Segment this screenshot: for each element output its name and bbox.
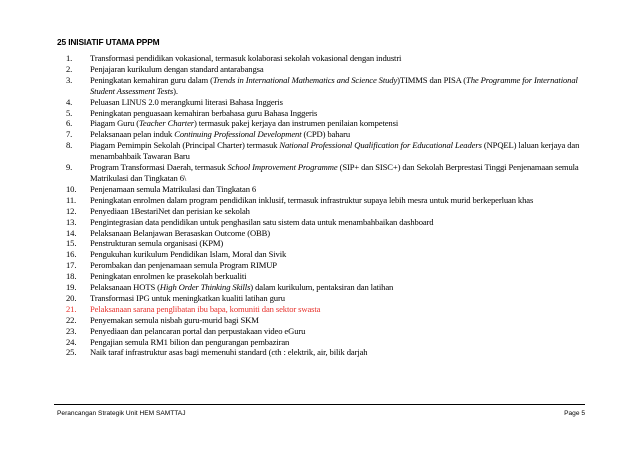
- item-number: 7.: [66, 129, 73, 140]
- item-text: Naik taraf infrastruktur asas bagi memenuhi standard (cth : elektrik, air, bilik darjah: [90, 347, 368, 358]
- item-text: (NPQEL) laluan kerjaya dan menambahbaik Tawaran Baru: [90, 140, 580, 162]
- item-text: Piagam Guru (: [90, 118, 140, 129]
- list-item-highlighted: [57, 304, 597, 315]
- item-italic-term: Trends in International Mathematics and Science Study: [212, 74, 398, 85]
- list-item: [57, 293, 597, 304]
- footer-divider: [54, 404, 585, 405]
- list-item: [57, 206, 597, 217]
- item-text: Penstrukturan semula organisasi (KPM): [90, 238, 224, 249]
- item-number: 5.: [66, 107, 73, 118]
- item-number: 3.: [66, 74, 73, 85]
- list-item: [57, 282, 597, 293]
- item-text: Penyediaan dan pelancaran portal dan perpustakaan video eGuru: [90, 325, 306, 336]
- list-item: [57, 53, 597, 64]
- item-text: )TIMMS dan PISA (: [397, 74, 467, 85]
- item-text: Peningkatan enrolmen dalam program pendidikan inklusif, termasuk infrastruktur supaya lebih mesra untuk murid berkeperluan khas: [90, 194, 534, 205]
- list-item: [57, 108, 597, 119]
- item-number: 12.: [66, 205, 77, 216]
- item-number: 24.: [66, 336, 77, 347]
- item-text: (CPD) baharu: [301, 129, 351, 140]
- item-text: Peningkatan kemahiran guru dalam (: [90, 74, 213, 85]
- list-item: [57, 326, 597, 337]
- item-number: 23.: [66, 325, 77, 336]
- list-item: [57, 64, 597, 75]
- item-text: Piagam Pemimpin Sekolah (Principal Charter) termasuk: [90, 140, 280, 151]
- item-number: 11.: [66, 194, 77, 205]
- footer-page-number: Page 5: [564, 410, 585, 417]
- item-number: 25.: [66, 347, 77, 358]
- item-number: 18.: [66, 271, 77, 282]
- item-text: Pelaksanaan pelan induk: [90, 129, 175, 140]
- item-text: Peningkatan penguasaan kemahiran berbahasa guru Bahasa Inggeris: [90, 107, 318, 118]
- item-number: 19.: [66, 282, 77, 293]
- list-item: [57, 337, 597, 348]
- item-text: Transformasi pendidikan vokasional, termasuk kolaborasi sekolah vokasional dengan industri: [90, 53, 402, 63]
- item-text: Peluasan LINUS 2.0 merangkumi literasi Bahasa Inggeris: [90, 96, 283, 107]
- item-number: 10.: [66, 183, 77, 194]
- item-text: Penjenamaan semula Matrikulasi dan Tingkatan 6: [90, 183, 257, 194]
- list-item: [57, 140, 597, 162]
- item-number: 13.: [66, 216, 77, 227]
- item-text: Program Transformasi Daerah, termasuk: [90, 162, 228, 173]
- list-item: [57, 271, 597, 282]
- list-item: [57, 195, 597, 206]
- list-item: [57, 75, 597, 97]
- item-text: Penjajaran kurikulum dengan standard antarabangsa: [90, 63, 264, 74]
- list-item: [57, 315, 597, 326]
- item-number: 8.: [66, 140, 73, 151]
- item-number: 15.: [66, 238, 77, 249]
- item-text: (SIP+ dan SISC+) dan Sekolah Berprestasi Tinggi Penjenamaan semula Matrikulasi dan Tingkatan 6\: [90, 162, 579, 183]
- item-text: Transformasi IPG untuk meningkatkan kualiti latihan guru: [90, 292, 285, 303]
- item-text: Pelaksanaan HOTS (: [90, 282, 160, 293]
- item-number: 2.: [66, 63, 73, 74]
- item-number: 1.: [66, 53, 73, 63]
- item-italic-term: High Order Thinking Skills: [159, 282, 251, 293]
- initiative-list: [57, 53, 597, 358]
- item-number: 9.: [66, 162, 73, 173]
- item-text: Pengintegrasian data pendidikan untuk penghasilan satu sistem data untuk menambahbaikan dashboard: [90, 216, 434, 227]
- item-text: Pelaksanaan Belanjawan Berasaskan Outcome (OBB): [90, 227, 271, 238]
- item-number: 14.: [66, 227, 77, 238]
- list-item: [57, 249, 597, 260]
- item-number: 22.: [66, 314, 77, 325]
- item-number: 17.: [66, 260, 77, 271]
- item-number: 20.: [66, 292, 77, 303]
- item-italic-term: The Programme for International Student Assessment Tests: [90, 74, 578, 96]
- item-text: ) termasuk pakej kerjaya dan instrumen penilaian kompetensi: [193, 118, 399, 129]
- footer-document-title: Perancangan Strategik Unit HEM SAMTTAJ: [57, 410, 186, 417]
- list-item: [57, 184, 597, 195]
- item-number: 4.: [66, 96, 73, 107]
- list-item: [57, 260, 597, 271]
- item-italic-term: Teacher Charter: [139, 118, 194, 129]
- list-item: [57, 228, 597, 239]
- item-text: ).: [173, 85, 178, 96]
- item-text: Pengajian semula RM1 bilion dan pengurangan pembaziran: [90, 336, 290, 347]
- item-text: Perombakan dan penjenamaan semula Program RIMUP: [90, 260, 277, 271]
- item-number: 16.: [66, 249, 77, 260]
- list-item: [57, 347, 597, 358]
- list-item: [57, 118, 597, 129]
- item-text: Peningkatan enrolmen ke prasekolah berkualiti: [90, 271, 247, 282]
- list-item: [57, 162, 597, 184]
- section-heading: 25 INISIATIF UTAMA PPPM: [57, 37, 160, 47]
- list-item: [57, 129, 597, 140]
- item-text: Penyemakan semula nisbah guru-murid bagi SKM: [90, 314, 259, 325]
- item-text: ) dalam kurikulum, pentaksiran dan latihan: [250, 282, 394, 293]
- list-item: [57, 238, 597, 249]
- item-number: 21.: [66, 303, 77, 314]
- item-text: Penyediaan 1BestariNet dan perisian ke sekolah: [90, 205, 250, 216]
- item-text: Pengukuhan kurikulum Pendidikan Islam, Moral dan Sivik: [90, 249, 287, 260]
- item-number: 6.: [66, 118, 73, 129]
- item-text: Pelaksanaan sarana penglibatan ibu bapa, komuniti dan sektor swasta: [90, 303, 321, 314]
- list-item: [57, 217, 597, 228]
- item-italic-term: School Improvement Programme: [227, 162, 338, 173]
- item-italic-term: Continuing Professional Development: [174, 129, 302, 140]
- item-italic-term: National Professional Qualification for Educational Leaders: [279, 140, 482, 151]
- list-item: [57, 97, 597, 108]
